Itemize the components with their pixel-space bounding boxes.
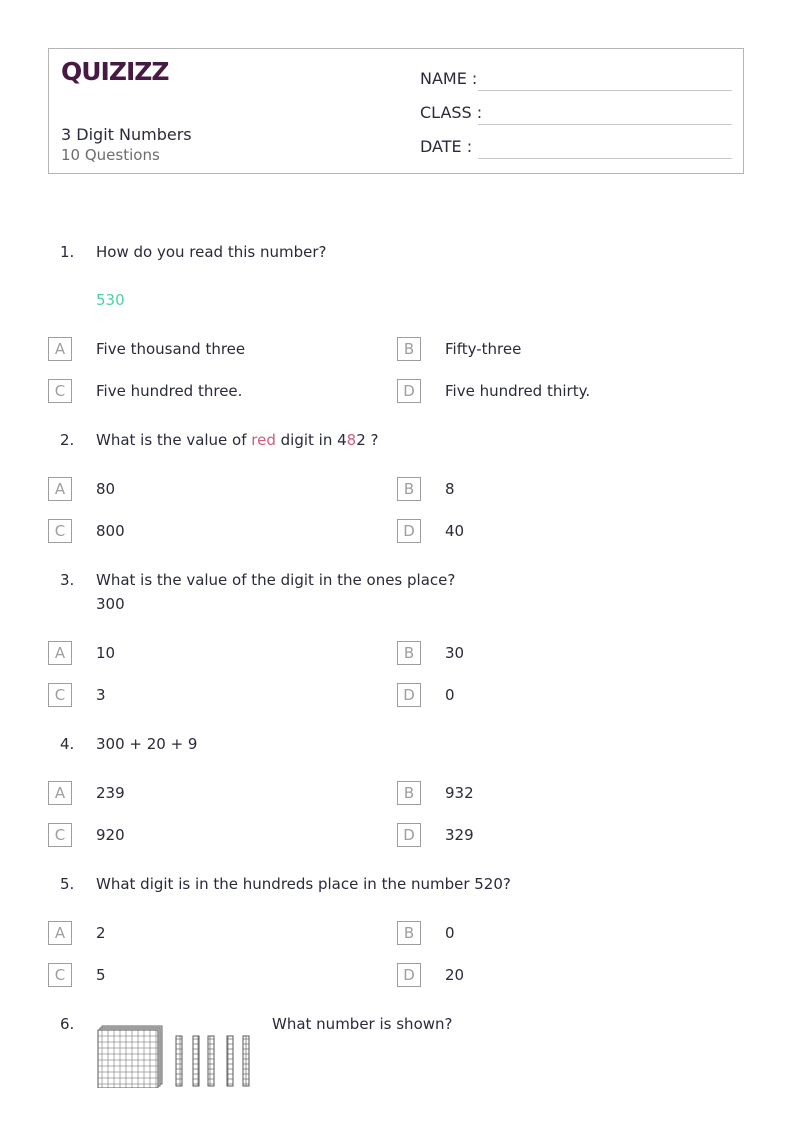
option-1a-letter[interactable]: A [48, 337, 72, 361]
option-3b-letter[interactable]: B [397, 641, 421, 665]
option-2a-letter[interactable]: A [48, 477, 72, 501]
question-5-text: What digit is in the hundreds place in the number 520? [96, 875, 511, 893]
option-5d-letter[interactable]: D [397, 963, 421, 987]
option-1b-letter[interactable]: B [397, 337, 421, 361]
option-1d-letter[interactable]: D [397, 379, 421, 403]
name-label: NAME : [420, 69, 478, 88]
option-2c-text: 800 [96, 522, 125, 540]
question-4-text: 300 + 20 + 9 [96, 735, 198, 753]
class-line[interactable] [478, 124, 732, 125]
question-count: 10 Questions [61, 146, 160, 164]
option-4a-letter[interactable]: A [48, 781, 72, 805]
option-1c-text: Five hundred three. [96, 382, 243, 400]
question-2-text-part: 2 ? [356, 431, 379, 449]
option-4c-text: 920 [96, 826, 125, 844]
option-2c-letter[interactable]: C [48, 519, 72, 543]
option-1a-text: Five thousand three [96, 340, 246, 358]
option-2b-text: 8 [445, 480, 455, 498]
base-ten-blocks-svg [96, 1024, 256, 1088]
option-3b-text: 30 [445, 644, 465, 662]
question-6-number: 6. [60, 1015, 75, 1033]
question-3-text: What is the value of the digit in the ones place? [96, 571, 456, 589]
option-4c-letter[interactable]: C [48, 823, 72, 847]
base-ten-blocks-icon [96, 1024, 256, 1092]
question-2-red-digit: 8 [346, 431, 357, 449]
option-3a-text: 10 [96, 644, 116, 662]
date-line[interactable] [478, 158, 732, 159]
option-3a-letter[interactable]: A [48, 641, 72, 665]
option-4d-text: 329 [445, 826, 474, 844]
question-4-number: 4. [60, 735, 75, 753]
question-1-number: 1. [60, 243, 75, 261]
question-3-number-shown: 300 [96, 595, 125, 613]
option-4a-text: 239 [96, 784, 125, 802]
option-5c-letter[interactable]: C [48, 963, 72, 987]
question-1-number-shown: 530 [96, 291, 125, 309]
question-3-number: 3. [60, 571, 75, 589]
worksheet-header [48, 48, 744, 174]
option-2a-text: 80 [96, 480, 116, 498]
option-1d-text: Five hundred thirty. [445, 382, 591, 400]
question-2-text-part: digit in 4 [275, 431, 347, 449]
option-5b-text: 0 [445, 924, 455, 942]
question-5-number: 5. [60, 875, 75, 893]
option-2d-letter[interactable]: D [397, 519, 421, 543]
class-label: CLASS : [420, 103, 483, 122]
quizizz-logo: QUIZIZZ [61, 57, 169, 86]
question-6-text: What number is shown? [272, 1015, 453, 1033]
option-5b-letter[interactable]: B [397, 921, 421, 945]
option-3c-letter[interactable]: C [48, 683, 72, 707]
question-2-red-word: red [251, 431, 276, 449]
question-1-text: How do you read this number? [96, 243, 327, 261]
option-4b-text: 932 [445, 784, 474, 802]
option-3c-text: 3 [96, 686, 106, 704]
option-3d-text: 0 [445, 686, 455, 704]
option-5d-text: 20 [445, 966, 465, 984]
question-2-text-part: What is the value of [96, 431, 252, 449]
option-2d-text: 40 [445, 522, 465, 540]
option-5a-letter[interactable]: A [48, 921, 72, 945]
option-4b-letter[interactable]: B [397, 781, 421, 805]
option-3d-letter[interactable]: D [397, 683, 421, 707]
question-2-number: 2. [60, 431, 75, 449]
option-4d-letter[interactable]: D [397, 823, 421, 847]
option-5c-text: 5 [96, 966, 106, 984]
option-1c-letter[interactable]: C [48, 379, 72, 403]
name-line[interactable] [478, 90, 732, 91]
question-2-text [96, 431, 378, 449]
option-5a-text: 2 [96, 924, 106, 942]
worksheet-title: 3 Digit Numbers [61, 125, 192, 144]
date-label: DATE : [420, 137, 473, 156]
option-2b-letter[interactable]: B [397, 477, 421, 501]
option-1b-text: Fifty-three [445, 340, 522, 358]
